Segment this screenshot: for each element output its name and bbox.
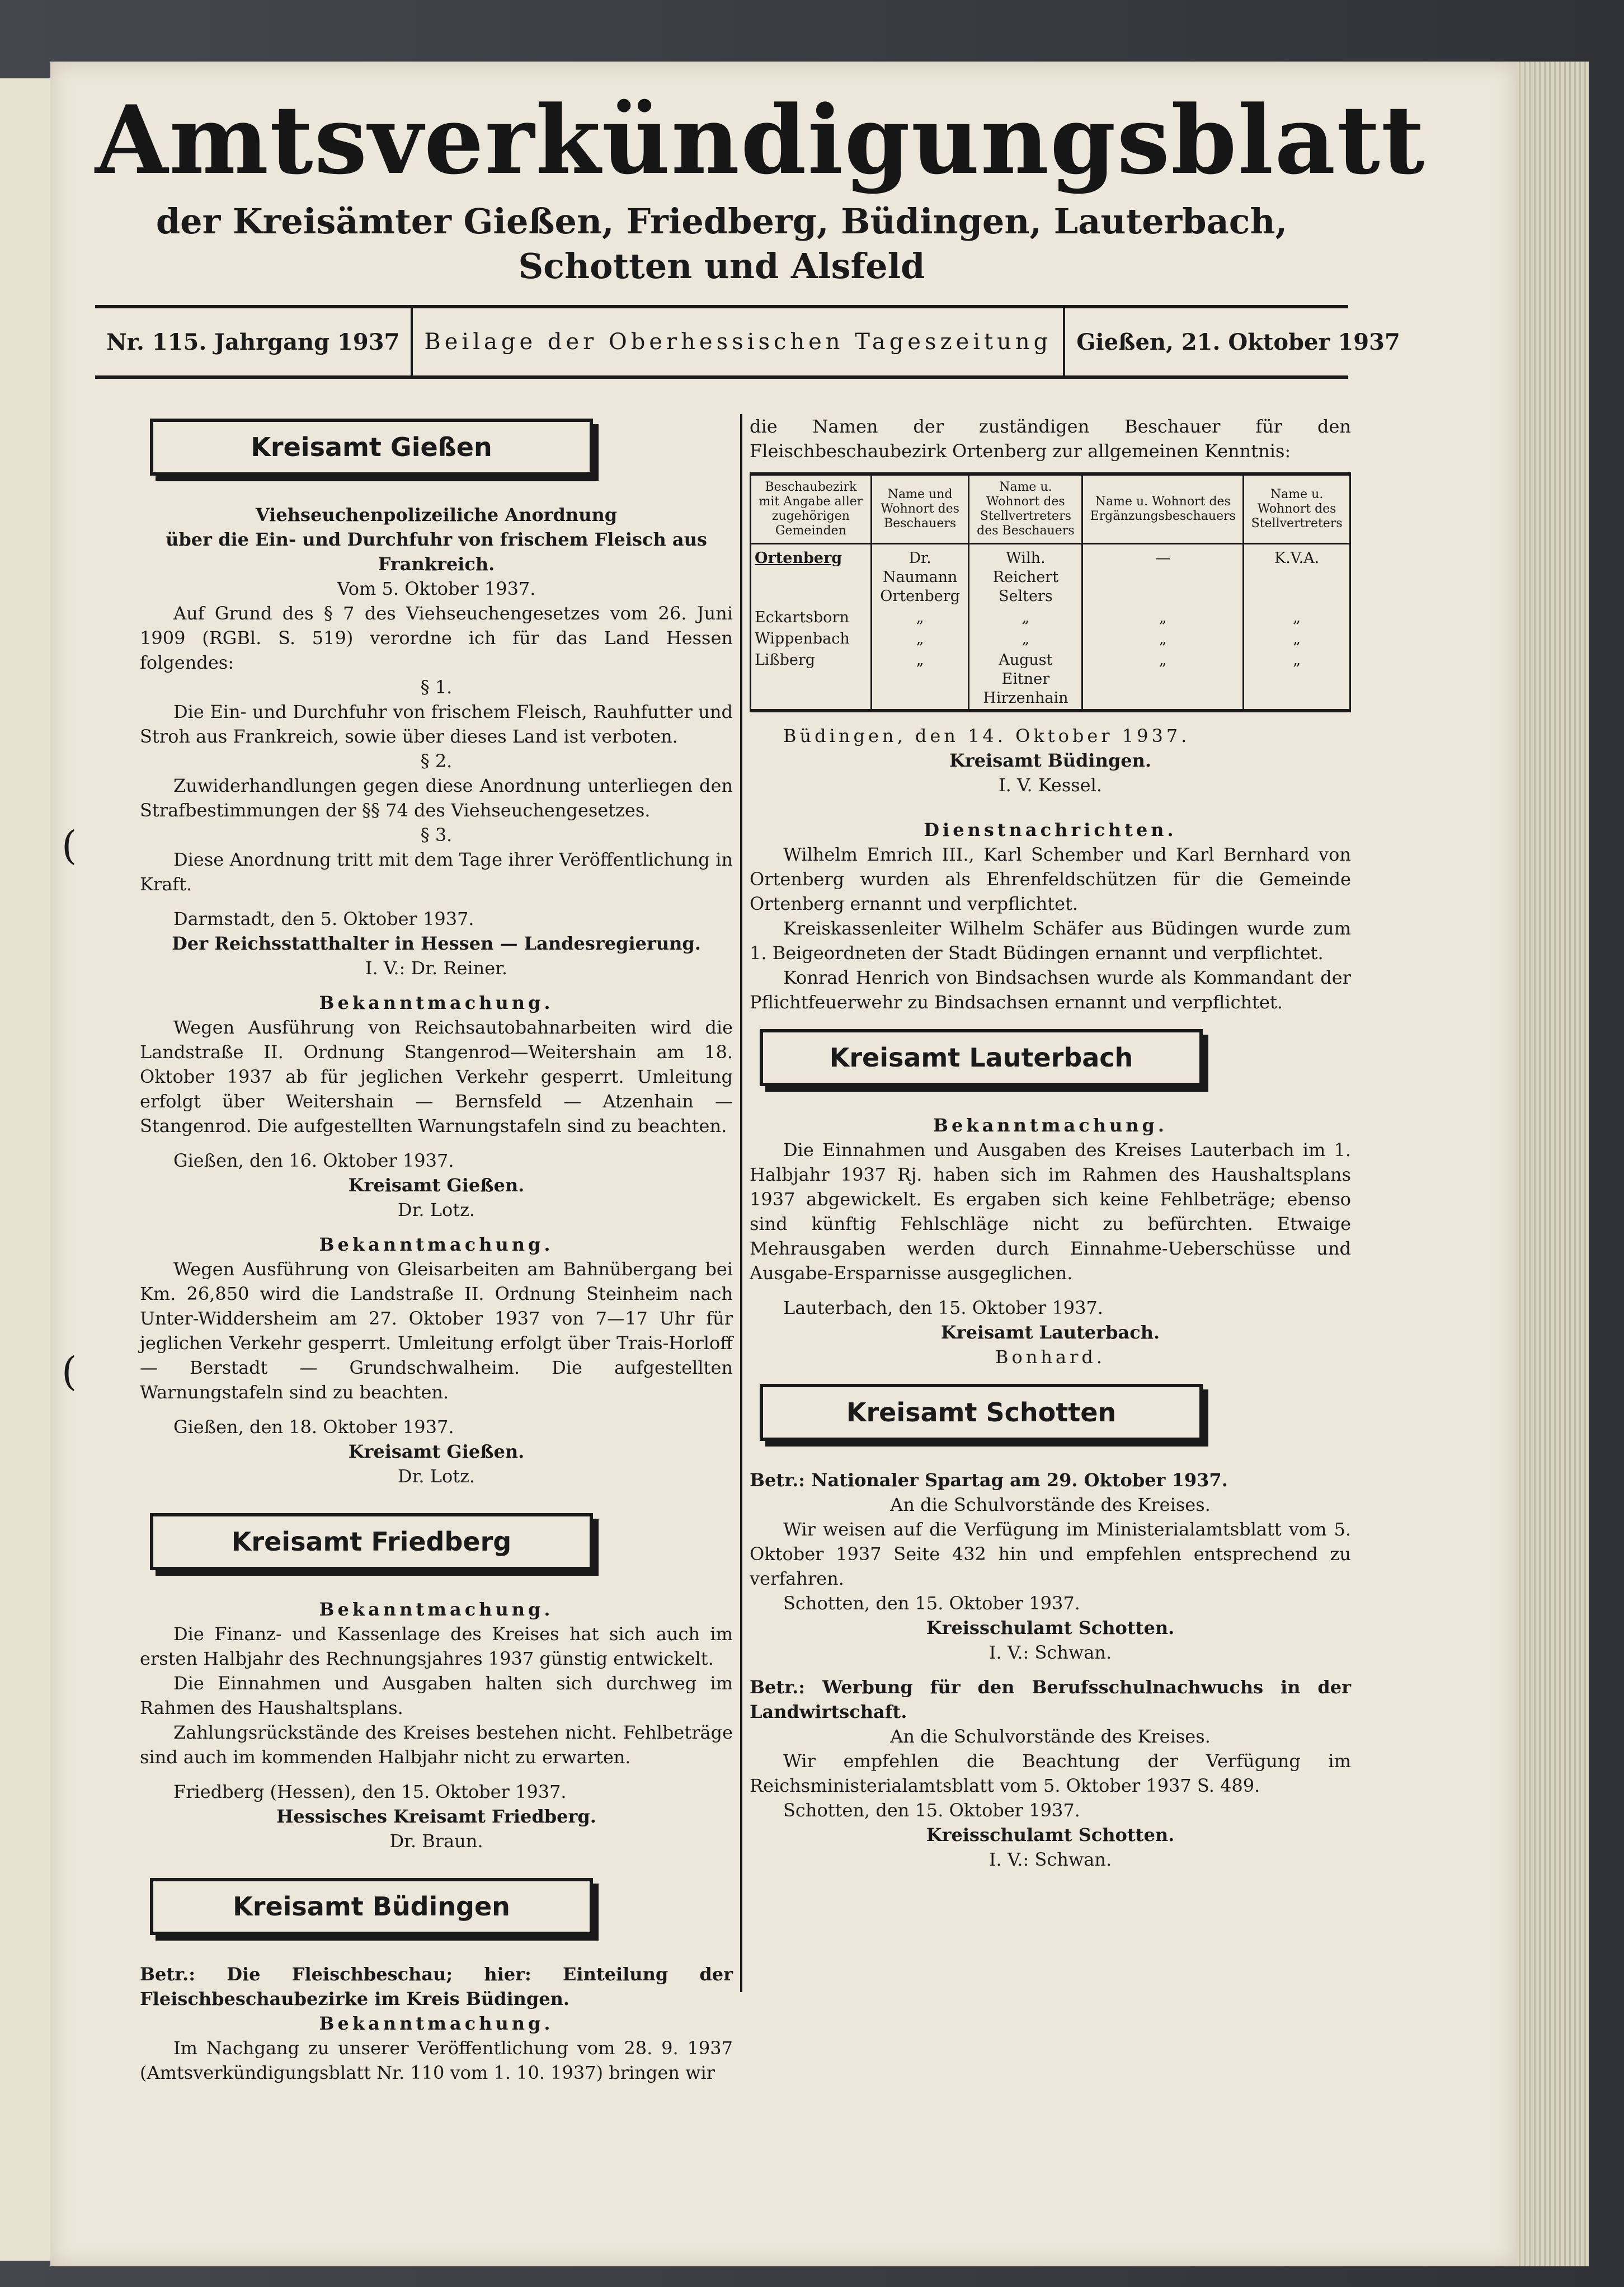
article-title: Bekanntmachung. xyxy=(319,2013,554,2034)
article-text: Wegen Ausführung von Gleisarbeiten am Bahnübergang bei Km. 26,850 wird die Landstraße II. Ordnung Steinheim nach Unter-Widdersheim am 27. Oktober 1937 von 7—17 Uhr für jeglichen Verkehr gesperrt. Umleitung erfolgt über Trais-Horloff — Berstadt — Grundschwalheim. Die aufgestellten Warnungstafeln sind zu beachten. xyxy=(140,1258,733,1403)
article-text: Die Einnahmen und Ausgaben des Kreises Lauterbach im 1. Halbjahr 1937 Rj. haben sich im Rahmen des Haushaltsplans 1937 abgewickelt. Es ergaben sich keine Fehlbeträge; ebenso sind künftig Fehlschläge nicht zu befürchten. Etwaige Mehrausgaben werden durch Einnahme-Ueberschüsse und Ausgabe-Ersparnisse ausgeglichen. xyxy=(750,1139,1351,1284)
authority: Kreisamt Gießen. xyxy=(348,1175,525,1196)
article-text: Wilhelm Emrich III., Karl Schember und Karl Bernhard von Ortenberg wurden als Ehrenfeldschützen für die Gemeinde Ortenberg ernannt und verpflichtet. xyxy=(750,844,1351,914)
article-title: Bekanntmachung. xyxy=(319,1599,554,1620)
subject-line: Betr.: Werbung für den Berufsschulnachwuchs in der Landwirtschaft. xyxy=(750,1676,1351,1722)
article-text: Kreiskassenleiter Wilhelm Schäfer aus Büdingen wurde zum 1. Beigeordneten der Stadt Büdingen ernannt und verpflichtet. xyxy=(750,918,1351,964)
table-row xyxy=(751,650,1350,711)
paragraph-heading: § 2. xyxy=(420,750,453,772)
table-cell: „ xyxy=(969,607,1082,628)
table-row xyxy=(751,628,1350,650)
signature: I. V.: Schwan. xyxy=(988,1849,1112,1870)
authority: Der Reichsstatthalter in Hessen — Landesregierung. xyxy=(172,933,701,954)
article-subtitle: über die Ein- und Durchfuhr von frischem Fleisch aus Frankreich. xyxy=(166,529,707,575)
table-cell: August Eitner Hirzenhain xyxy=(969,650,1082,711)
table-cell: „ xyxy=(1244,628,1350,650)
article-text: Zahlungsrückstände des Kreises bestehen nicht. Fehlbeträge sind auch im kommenden Halbjahr nicht zu erwarten. xyxy=(140,1722,733,1768)
section-header-friedberg: Kreisamt Friedberg xyxy=(150,1513,593,1570)
section-header-giessen: Kreisamt Gießen xyxy=(150,419,593,476)
article-text: Konrad Henrich von Bindsachsen wurde als Kommandant der Pflichtfeuerwehr zu Bindsachsen ernannt und verpflichtet. xyxy=(750,967,1351,1013)
paragraph-heading: § 3. xyxy=(420,824,453,846)
article-date: Vom 5. Oktober 1937. xyxy=(337,578,536,599)
table-cell: Eckartsborn xyxy=(751,607,872,628)
table-cell: „ xyxy=(1082,650,1244,711)
signature: I. V.: Dr. Reiner. xyxy=(365,957,508,979)
article-text: die Namen der zuständigen Beschauer für den Fleischbeschaubezirk Ortenberg zur allgemeinen Kenntnis: xyxy=(750,416,1351,462)
place-date: Darmstadt, den 5. Oktober 1937. xyxy=(173,908,474,929)
signature: Bonhard. xyxy=(995,1346,1106,1368)
table-header-cell: Beschaubezirk mit Angabe aller zugehörigen Gemeinden xyxy=(751,474,872,544)
issue-info-bar xyxy=(95,305,1400,379)
table-cell: „ xyxy=(1244,607,1350,628)
section-header-lauterbach: Kreisamt Lauterbach xyxy=(760,1029,1203,1086)
margin-mark: ( xyxy=(62,1349,77,1394)
table-cell: Wilh. Reichert Selters xyxy=(969,544,1082,608)
paragraph-text: Diese Anordnung tritt mit dem Tage ihrer Veröffentlichung in Kraft. xyxy=(140,849,733,895)
signature: Dr. Braun. xyxy=(389,1830,483,1852)
signature: Dr. Lotz. xyxy=(397,1466,476,1487)
issue-number: Nr. 115. Jahrgang 1937 xyxy=(106,328,400,355)
table-cell: „ xyxy=(871,628,969,650)
authority: Kreisschulamt Schotten. xyxy=(926,1617,1175,1638)
margin-mark: ( xyxy=(62,823,77,868)
article-intro: Auf Grund des § 7 des Viehseuchengesetzes vom 26. Juni 1909 (RGBl. S. 519) verordne ich für das Land Hessen folgendes: xyxy=(140,603,733,673)
article-text: Wir empfehlen die Beachtung der Verfügung im Reichsministerialamtsblatt vom 5. Oktober 1937 S. 489. xyxy=(750,1750,1351,1796)
article-title: Dienstnachrichten. xyxy=(924,819,1177,840)
masthead xyxy=(95,84,1426,289)
table-cell: „ xyxy=(969,628,1082,650)
authority: Kreisschulamt Schotten. xyxy=(926,1824,1175,1845)
place-date: Gießen, den 16. Oktober 1937. xyxy=(173,1150,454,1171)
section-header-schotten: Kreisamt Schotten xyxy=(760,1384,1203,1441)
subject-line: Betr.: Die Fleischbeschau; hier: Einteilung der Fleischbeschaubezirke im Kreis Büdingen. xyxy=(140,1964,733,2009)
left-column xyxy=(140,414,733,2085)
authority: Kreisamt Lauterbach. xyxy=(940,1322,1160,1343)
table-cell: „ xyxy=(871,607,969,628)
article-text: Wegen Ausführung von Reichsautobahnarbeiten wird die Landstraße II. Ordnung Stangenrod—Weitershain am 18. Oktober 1937 ab für jeglichen Verkehr gesperrt. Umleitung erfolgt über Weitershain — Bernsfeld — Atzenhain — Stangenrod. Die aufgestellten Warnungstafeln sind zu beachten. xyxy=(140,1017,733,1137)
inspector-table xyxy=(750,472,1351,712)
addressee: An die Schulvorstände des Kreises. xyxy=(890,1726,1211,1747)
table-cell: „ xyxy=(871,650,969,711)
table-header-cell: Name u. Wohnort des Stellvertreters des Beschauers xyxy=(969,474,1082,544)
page-stack-edge xyxy=(1510,62,1589,2266)
authority: Kreisamt Büdingen. xyxy=(949,750,1151,771)
authority: Kreisamt Gießen. xyxy=(348,1441,525,1462)
table-cell: K.V.A. xyxy=(1244,544,1350,608)
table-cell: Wippenbach xyxy=(751,628,872,650)
signature: I. V. Kessel. xyxy=(998,774,1102,796)
article-title: Bekanntmachung. xyxy=(933,1115,1168,1136)
table-cell: „ xyxy=(1244,650,1350,711)
place-date: Büdingen, den 14. Oktober 1937. xyxy=(783,725,1190,746)
paragraph-text: Die Ein- und Durchfuhr von frischem Fleisch, Rauhfutter und Stroh aus Frankreich, sowie über dieses Land ist verboten. xyxy=(140,701,733,747)
table-cell: — xyxy=(1082,544,1244,608)
issue-date: Gießen, 21. Oktober 1937 xyxy=(1076,328,1400,355)
paragraph-text: Zuwiderhandlungen gegen diese Anordnung unterliegen den Strafbestimmungen der §§ 74 des Viehseuchengesetzes. xyxy=(140,775,733,821)
table-cell: Ortenberg xyxy=(751,544,872,608)
table-header-cell: Name u. Wohnort des Stellvertreters xyxy=(1244,474,1350,544)
subject-line: Betr.: Nationaler Spartag am 29. Oktober 1937. xyxy=(750,1469,1228,1491)
place-date: Schotten, den 15. Oktober 1937. xyxy=(783,1800,1080,1821)
article-title: Viehseuchenpolizeiliche Anordnung xyxy=(255,504,618,525)
masthead-subtitle: der Kreisämter Gießen, Friedberg, Büdingen, Lauterbach, Schotten und Alsfeld xyxy=(156,201,1288,287)
right-column xyxy=(750,414,1351,1872)
paragraph-heading: § 1. xyxy=(420,677,453,698)
table-cell: Lißberg xyxy=(751,650,872,711)
table-row xyxy=(751,607,1350,628)
table-cell: „ xyxy=(1082,607,1244,628)
signature: I. V.: Schwan. xyxy=(988,1642,1112,1663)
place-date: Lauterbach, den 15. Oktober 1937. xyxy=(783,1297,1103,1318)
article-text: Die Einnahmen und Ausgaben halten sich durchweg im Rahmen des Haushaltsplans. xyxy=(140,1673,733,1718)
table-cell: „ xyxy=(1082,628,1244,650)
addressee: An die Schulvorstände des Kreises. xyxy=(890,1494,1211,1515)
supplement-label: Beilage der Oberhessischen Tageszeitung xyxy=(411,308,1065,375)
table-row xyxy=(751,544,1350,608)
table-header-cell: Name u. Wohnort des Ergänzungsbeschauers xyxy=(1082,474,1244,544)
table-cell: Dr. Naumann Ortenberg xyxy=(871,544,969,608)
article-text: Die Finanz- und Kassenlage des Kreises hat sich auch im ersten Halbjahr des Rechnungsjahres 1937 günstig entwickelt. xyxy=(140,1623,733,1669)
article-title: Bekanntmachung. xyxy=(319,992,554,1013)
table-header-row xyxy=(751,474,1350,544)
authority: Hessisches Kreisamt Friedberg. xyxy=(276,1806,596,1827)
table-header-cell: Name und Wohnort des Beschauers xyxy=(871,474,969,544)
place-date: Gießen, den 18. Oktober 1937. xyxy=(173,1416,454,1438)
signature: Dr. Lotz. xyxy=(397,1199,476,1220)
article-text: Im Nachgang zu unserer Veröffentlichung vom 28. 9. 1937 (Amtsverkündigungsblatt Nr. 110 vom 1. 10. 1937) bringen wir xyxy=(140,2037,733,2083)
place-date: Schotten, den 15. Oktober 1937. xyxy=(783,1593,1080,1614)
article-text: Wir weisen auf die Verfügung im Ministerialamtsblatt vom 5. Oktober 1937 Seite 432 hin und empfehlen entsprechend zu verfahren. xyxy=(750,1519,1351,1589)
place-date: Friedberg (Hessen), den 15. Oktober 1937. xyxy=(173,1781,567,1802)
section-header-buedingen: Kreisamt Büdingen xyxy=(150,1878,593,1935)
column-divider xyxy=(740,414,742,1992)
masthead-title: Amtsverkündigungsblatt xyxy=(95,84,1426,195)
article-title: Bekanntmachung. xyxy=(319,1234,554,1255)
